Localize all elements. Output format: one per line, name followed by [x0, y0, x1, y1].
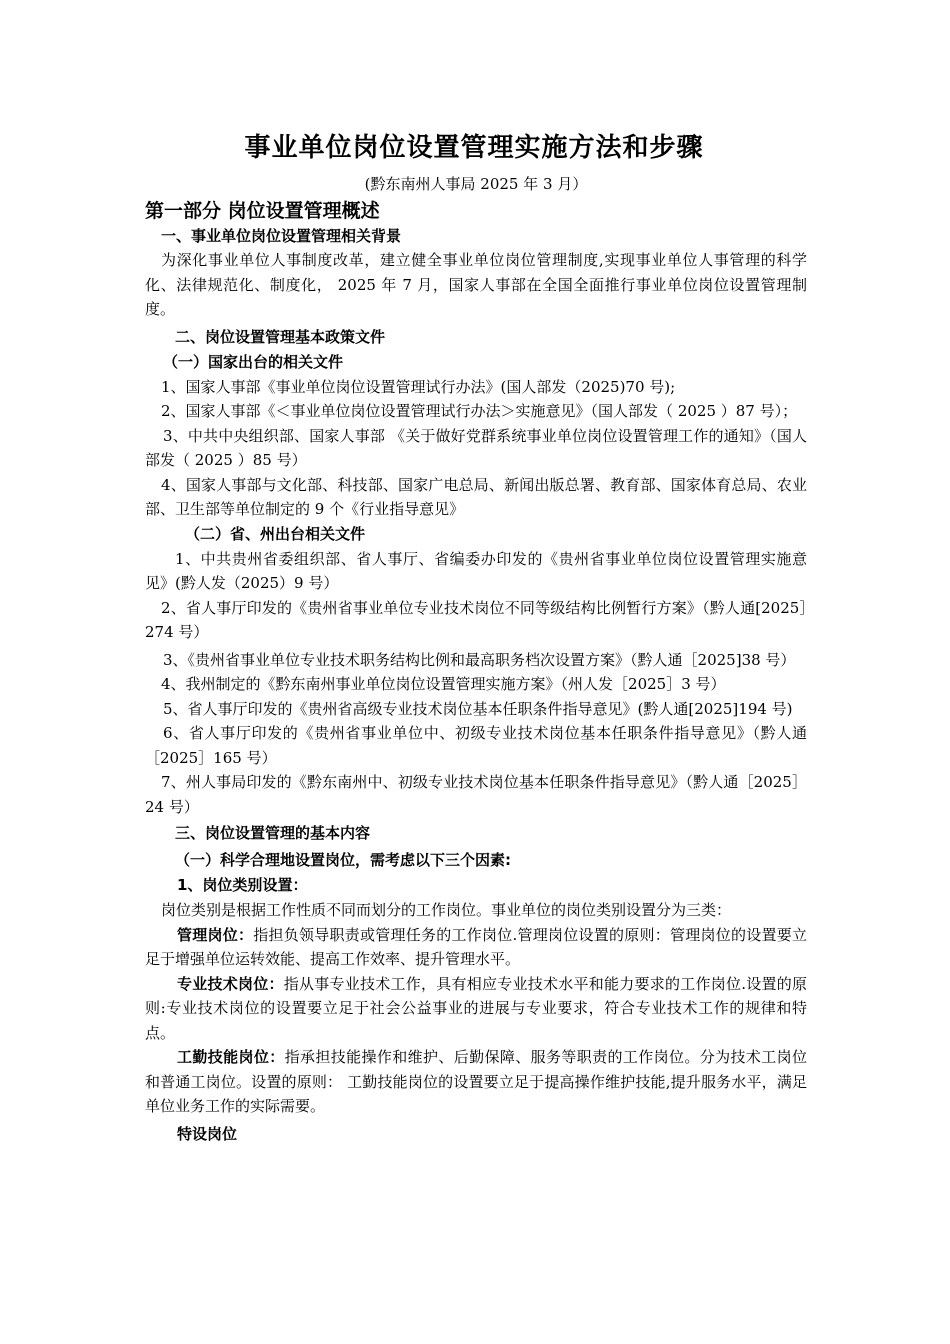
term-management: [145, 923, 807, 972]
list-item: 3、中共中央组织部、国家人事部 《关于做好党群系统事业单位岗位设置管理工作的通知》（国人部发（ 2025 ）85 号）: [145, 426, 807, 469]
term-service: [145, 1045, 807, 1119]
part-heading: 第一部分 岗位设置管理概述: [145, 200, 380, 222]
list-item: 2、国家人事部《＜事业单位岗位设置管理试行办法＞实施意见》（国人部发（ 2025 ）87 号）；: [161, 402, 798, 420]
list-item: 3、《贵州省事业单位专业技术职务结构比例和最高职务档次设置方案》（黔人通［2025]38 号）: [163, 650, 796, 669]
document-subtitle: (黔东南州人事局 2025 年 3 月）: [364, 175, 588, 193]
document-body: [145, 128, 807, 1147]
subsection-heading-provincial: （二）省、州出台相关文件: [185, 524, 366, 543]
term-label: 专业技术岗位：: [177, 974, 284, 993]
section-heading-3: 三、岗位设置管理的基本内容: [175, 824, 371, 842]
list-item: 5、省人事厅印发的《贵州省高级专业技术岗位基本任职条件指导意见》(黔人通[2025]194 号): [163, 699, 793, 718]
subsection-heading-factors: （一）科学合理地设置岗位，需考虑以下三个因素:: [175, 851, 512, 869]
document-title: 事业单位岗位设置管理实施方法和步骤: [244, 133, 704, 163]
item-heading-category: 1、岗位类别设置：: [177, 876, 308, 894]
list-item: 4、我州制定的《黔东南州事业单位岗位设置管理实施方案》（州人发［2025］3 号）: [161, 675, 726, 693]
section-1-paragraph: 为深化事业单位人事制度改革，建立健全事业单位岗位管理制度,实现事业单位人事管理的科学化、法律规范化、制度化， 2025 年 7 月，国家人事部在全国全面推行事业单位岗位设置管理制度。: [145, 251, 807, 318]
term-professional: [145, 972, 807, 1046]
list-item: 1、国家人事部《事业单位岗位设置管理试行办法》(国人部发（2025)70 号);: [161, 377, 676, 396]
list-item: 7、州人事局印发的《黔东南州中、初级专业技术岗位基本任职条件指导意见》（黔人通［2025］24 号）: [145, 773, 807, 816]
term-label: 管理岗位：: [177, 925, 254, 944]
term-text: 指担负领导职责或管理任务的工作岗位.管理岗位设置的原则：管理岗位的设置要立足于增强单位运转效能、提高工作效率、提升管理水平。: [145, 925, 807, 968]
section-heading-1: 一、事业单位岗位设置管理相关背景: [161, 227, 402, 245]
special-post-heading: 特设岗位: [177, 1124, 238, 1143]
term-label: 工勤技能岗位：: [177, 1048, 285, 1066]
list-item: 2、省人事厅印发的《贵州省事业单位专业技术岗位不同等级结构比例暂行方案》（黔人通[2025］274 号）: [145, 598, 807, 641]
list-item: 1、中共贵州省委组织部、省人事厅、省编委办印发的《贵州省事业单位岗位设置管理实施意见》(黔人发（2025）9 号）: [145, 549, 807, 592]
section-3-paragraph: 岗位类别是根据工作性质不同而划分的工作岗位。事业单位的岗位类别设置分为三类：: [161, 901, 732, 919]
term-text: 指承担技能操作和维护、后勤保障、服务等职责的工作岗位。分为技术工岗位和普通工岗位。设置的原则： 工勤技能岗位的设置要立足于提高操作维护技能,提升服务水平，满足单位业务工作的实际需要。: [145, 1048, 807, 1115]
subsection-heading-national: （一）国家出台的相关文件: [163, 352, 344, 371]
term-text: 指从事专业技术工作，具有相应专业技术水平和能力要求的工作岗位.设置的原则:专业技术岗位的设置要立足于社会公益事业的进展与专业要求，符合专业技术工作的规律和特点。: [145, 974, 807, 1042]
list-item: 4、国家人事部与文化部、科技部、国家广电总局、新闻出版总署、教育部、国家体育总局、农业部、卫生部等单位制定的 9 个《行业指导意见》: [145, 475, 807, 518]
section-heading-2: 二、岗位设置管理基本政策文件: [175, 327, 386, 346]
list-item: 6、省人事厅印发的《贵州省事业单位中、初级专业技术岗位基本任职条件指导意见》（黔人通［2025］165 号）: [145, 724, 807, 767]
